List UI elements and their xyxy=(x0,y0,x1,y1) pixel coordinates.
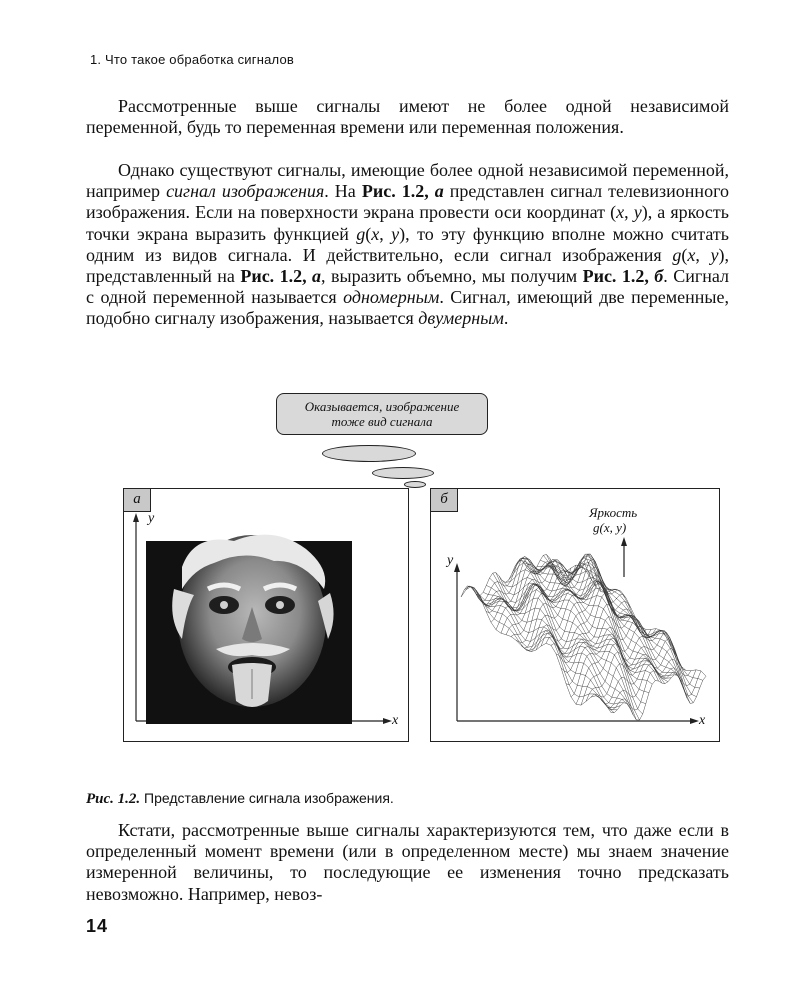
figure-caption xyxy=(86,790,394,808)
x-axis-arrow xyxy=(383,718,392,724)
term-image-signal: сигнал изображения xyxy=(166,181,325,202)
term-two-dimensional: двумерным xyxy=(418,308,504,329)
var-g: g xyxy=(672,244,682,265)
text-run: . На xyxy=(324,181,362,202)
text-run: . xyxy=(503,308,509,329)
panel-b xyxy=(430,488,720,742)
text-run: , выразить объемно, мы получим xyxy=(321,266,583,287)
caption-text: Представление сигнала изображения. xyxy=(140,790,394,806)
figure-ref: Рис. 1.2, xyxy=(361,181,435,202)
text-run: , xyxy=(624,202,634,223)
figure-ref: Рис. 1.2, xyxy=(582,266,655,287)
var-x: x xyxy=(371,223,380,244)
figure-ref: Рис. 1.2, xyxy=(240,266,313,287)
text-run: ( xyxy=(365,223,372,244)
text-run: , xyxy=(695,244,711,265)
text-run: представлен сигнал телевизионного изображения. Если на поверхности экрана провести оси координат ( xyxy=(86,181,729,223)
bubble-line-1: Оказывается, изображение xyxy=(304,399,460,414)
figure-number: Рис. 1.2. xyxy=(86,791,141,807)
panel-a-y-label: y xyxy=(148,511,155,526)
thought-ellipse-medium xyxy=(372,467,434,479)
text-run: ), то эту функцию вполне можно считать одним из видов сигнала. И действительно, если сигнал изображения xyxy=(86,223,729,265)
thought-bubble xyxy=(276,393,488,435)
figure-ref-letter: б xyxy=(654,266,664,287)
bubble-line-2: тоже вид сигнала xyxy=(331,414,433,429)
text-run: . Сигнал с одной переменной называется xyxy=(86,266,729,308)
brightness-label: Яркость xyxy=(589,505,638,520)
panel-b-graphic xyxy=(431,489,719,741)
page-number: 14 xyxy=(86,916,109,936)
text-run: ( xyxy=(681,244,688,265)
portrait-photo xyxy=(146,535,352,724)
text-run: , xyxy=(379,223,392,244)
text-run: . Сигнал, имеющий две переменные, подобно сигналу изображения, называется xyxy=(86,287,729,329)
var-y: y xyxy=(391,223,400,244)
paragraph-1: Рассмотренные выше сигналы имеют не более одной независимой переменной, будь то переменная времени или переменная положения. xyxy=(86,96,729,138)
var-x: x xyxy=(616,202,625,223)
x-axis-arrow xyxy=(690,718,699,724)
panel-b-x-label: x xyxy=(699,713,706,728)
paragraph-2 xyxy=(86,160,729,330)
brightness-function: g(x, y) xyxy=(593,520,627,535)
running-head: 1. Что такое обработка сигналов xyxy=(90,52,294,67)
figure-ref-letter: а xyxy=(434,181,444,202)
text-run: ), а яркость точки экрана выразить функцией xyxy=(86,202,729,244)
y-axis-arrow xyxy=(454,563,460,572)
var-y: y xyxy=(710,244,719,265)
panel-a-graphic xyxy=(124,489,408,741)
surface-mesh xyxy=(461,554,706,720)
panel-b-y-label: y xyxy=(447,553,454,568)
paragraph-3: Кстати, рассмотренные выше сигналы характеризуются тем, что даже если в определенный момент времени (или в определенном месте) мы знаем значение измеренной величины, то последующие ее изменения точно предсказать невозможно. Например, невоз- xyxy=(86,820,729,904)
thought-ellipse-small xyxy=(404,481,426,488)
panel-b-tag: б xyxy=(431,489,458,512)
panel-a-x-label: x xyxy=(392,713,399,728)
var-x: x xyxy=(687,244,696,265)
var-y: y xyxy=(633,202,642,223)
thought-ellipse-large xyxy=(322,445,416,462)
text-run: ), представленный на xyxy=(86,244,730,287)
panel-a xyxy=(123,488,409,742)
text-run: Однако существуют сигналы, имеющие более одной независимой переменной, например xyxy=(86,160,729,202)
panel-a-tag: а xyxy=(124,489,151,512)
term-one-dimensional: одномерным xyxy=(343,287,440,308)
y-axis-arrow xyxy=(133,513,139,522)
mesh-lines xyxy=(461,554,706,720)
brightness-arrow-head xyxy=(621,537,627,546)
figure-ref-letter: а xyxy=(312,266,322,287)
var-g: g xyxy=(356,223,366,244)
